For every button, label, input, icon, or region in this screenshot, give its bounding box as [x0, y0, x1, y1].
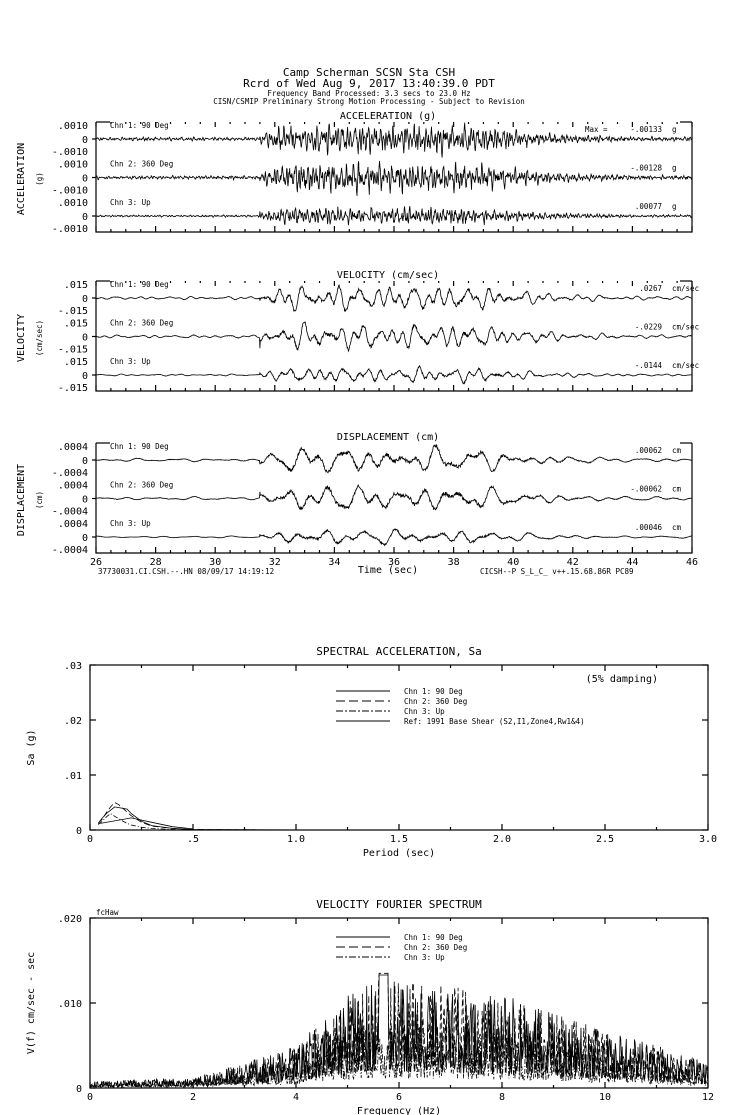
- footer-left: 37730031.CI.CSH.--.HN 08/09/17 14:19:12: [98, 567, 275, 576]
- scale-negative: -.0004: [51, 506, 88, 518]
- panel-ylabel: DISPLACEMENT: [16, 463, 27, 537]
- waveform-1-2: [96, 366, 692, 384]
- waveform-2-0: [96, 445, 692, 473]
- scale-negative: -.015: [57, 344, 88, 356]
- panel-unit-label: (g): [35, 172, 44, 186]
- y-tick-label: 0: [75, 1084, 82, 1095]
- x-tick-label: 38: [447, 557, 460, 568]
- channel-label: Chn 1: 90 Deg: [110, 280, 169, 289]
- frequency-band: Frequency Band Processed: 3.3 secs to 23.0 Hz: [267, 89, 471, 98]
- x-tick-label: 36: [387, 557, 401, 568]
- y-axis-label: Sa (g): [26, 729, 37, 766]
- footer-right: CICSH--P S_L_C_ v++.15.68.86R PC89: [480, 567, 634, 576]
- scale-zero: 0: [81, 332, 88, 344]
- chart-title: SPECTRAL ACCELERATION, Sa: [316, 645, 482, 658]
- channel-peak: .00046: [634, 523, 662, 532]
- x-tick-label: 2.5: [595, 834, 615, 845]
- scale-negative: -.015: [57, 306, 88, 317]
- channel-peak: -.0229: [634, 322, 662, 332]
- station-title: Camp Scherman SCSN Sta CSH: [282, 66, 456, 79]
- channel-unit: g: [672, 163, 677, 173]
- scale-negative: -.015: [57, 383, 88, 394]
- fourier-series-0: [90, 975, 708, 1087]
- channel-label: Chn 2: 360 Deg: [110, 480, 174, 490]
- channel-unit: cm/sec: [672, 322, 700, 332]
- channel-unit: cm/sec: [672, 361, 700, 370]
- channel-unit: cm: [672, 446, 682, 455]
- x-tick-label: 3.0: [698, 834, 718, 845]
- scale-zero: 0: [81, 135, 88, 146]
- time-axis-label: Time (sec): [357, 565, 419, 576]
- x-tick-label: 12: [701, 1092, 715, 1103]
- x-tick-label: 4: [292, 1092, 300, 1103]
- x-tick-label: 0: [86, 1092, 94, 1103]
- channel-label: Chn 2: 360 Deg: [110, 318, 174, 328]
- waveform-0-2: [96, 206, 692, 225]
- plot-frame: [90, 665, 708, 830]
- x-tick-label: 2: [189, 1092, 197, 1103]
- x-tick-label: 6: [395, 1092, 403, 1103]
- waveform-2-2: [96, 529, 692, 545]
- scale-zero: 0: [81, 456, 88, 467]
- channel-unit: g: [672, 125, 677, 134]
- legend-entry: Chn 1: 90 Deg: [404, 687, 463, 696]
- panel-ylabel: ACCELERATION: [16, 142, 27, 216]
- x-tick-label: 0: [86, 834, 94, 845]
- channel-label: Chn 1: 90 Deg: [110, 442, 169, 451]
- x-tick-label: 42: [566, 557, 579, 568]
- sa-series-0: [98, 807, 708, 830]
- channel-peak: .0267: [639, 284, 662, 293]
- channel-peak: -.00133: [630, 125, 662, 134]
- x-tick-label: 32: [268, 557, 281, 568]
- channel-peak: -.00062: [630, 484, 662, 494]
- record-time: Rcrd of Wed Aug 9, 2017 13:40:39.0 PDT: [243, 77, 495, 90]
- panel-title: DISPLACEMENT (cm): [336, 432, 440, 443]
- x-tick-label: 1.0: [286, 834, 306, 845]
- panel-title: VELOCITY (cm/sec): [336, 270, 440, 281]
- y-tick-label: .02: [63, 716, 82, 727]
- scale-negative: -.0010: [51, 185, 88, 197]
- channel-label: Chn 3: Up: [110, 357, 151, 366]
- channel-peak: -.00128: [630, 163, 662, 173]
- channel-peak: -.0144: [634, 361, 662, 370]
- scale-positive: .015: [63, 318, 88, 330]
- waveform-1-1: [96, 322, 692, 351]
- x-tick-label: 30: [209, 557, 222, 568]
- x-tick-label: 2.0: [492, 834, 512, 845]
- fourier-series-1: [90, 973, 708, 1087]
- chart-title: VELOCITY FOURIER SPECTRUM: [316, 898, 482, 911]
- scale-negative: -.0010: [51, 147, 88, 158]
- scale-zero: 0: [81, 533, 88, 544]
- legend-entry: Chn 1: 90 Deg: [404, 933, 463, 942]
- channel-label: Chn 3: Up: [110, 198, 151, 207]
- waveform-2-1: [96, 485, 692, 510]
- max-label: Max =: [585, 125, 608, 134]
- scale-zero: 0: [81, 212, 88, 223]
- scale-positive: .0004: [57, 519, 88, 530]
- channel-unit: cm: [672, 484, 682, 494]
- scale-positive: .015: [63, 357, 88, 368]
- sa-series-2: [98, 814, 708, 831]
- channel-unit: cm: [672, 523, 682, 532]
- legend-entry: Chn 3: Up: [404, 953, 445, 962]
- x-tick-label: 26: [89, 557, 103, 568]
- channel-unit: g: [672, 202, 677, 211]
- x-tick-label: 8: [498, 1092, 506, 1103]
- panel-title: ACCELERATION (g): [339, 111, 437, 122]
- legend-entry: Chn 2: 360 Deg: [404, 943, 468, 952]
- scale-positive: .0010: [57, 198, 88, 209]
- scale-negative: -.0010: [51, 224, 88, 235]
- scale-zero: 0: [81, 173, 88, 185]
- scale-positive: .015: [63, 280, 88, 291]
- scale-positive: .0004: [57, 442, 88, 453]
- x-tick-label: 1.5: [389, 834, 409, 845]
- x-tick-label: 10: [598, 1092, 612, 1103]
- y-tick-label: .020: [57, 914, 82, 925]
- sa-series-1: [98, 803, 708, 831]
- x-tick-label: 44: [626, 557, 639, 568]
- scale-zero: 0: [81, 371, 88, 382]
- y-axis-label: V(f) cm/sec - sec: [26, 951, 37, 1055]
- scale-positive: .0004: [57, 480, 88, 492]
- panel-unit-label: (cm/sec): [35, 319, 44, 357]
- processing-note: CISN/CSMIP Preliminary Strong Motion Processing - Subject to Revision: [213, 97, 525, 106]
- legend-entry: Ref: 1991 Base Shear (S2,I1,Zone4,Rw1&4): [404, 717, 585, 726]
- scale-zero: 0: [81, 294, 88, 305]
- channel-label: Chn 3: Up: [110, 519, 151, 528]
- legend-entry: Chn 2: 360 Deg: [404, 697, 468, 706]
- panel-1: [16, 270, 699, 394]
- panel-2: [16, 432, 698, 568]
- y-tick-label: .03: [63, 661, 82, 672]
- panel-ylabel: VELOCITY: [16, 313, 27, 363]
- panel-unit-label: (cm): [35, 490, 44, 510]
- x-tick-label: .5: [186, 834, 200, 845]
- channel-label: Chn 2: 360 Deg: [110, 159, 174, 169]
- channel-peak: .00077: [634, 202, 662, 211]
- x-tick-label: 46: [685, 557, 699, 568]
- scale-negative: -.0004: [51, 468, 88, 479]
- waveform-1-0: [96, 285, 692, 311]
- damping-annotation: (5% damping): [585, 674, 658, 685]
- scale-positive: .0010: [57, 159, 88, 171]
- scale-zero: 0: [81, 494, 88, 506]
- scale-negative: -.0004: [51, 545, 88, 556]
- panel-0: [16, 111, 692, 235]
- y-tick-label: .010: [57, 999, 82, 1010]
- x-axis-label: Frequency (Hz): [356, 1106, 442, 1115]
- channel-unit: cm/sec: [672, 284, 700, 293]
- legend-entry: Chn 3: Up: [404, 707, 445, 716]
- scale-positive: .0010: [57, 121, 88, 132]
- y-tick-label: 0: [75, 826, 82, 837]
- channel-peak: .00062: [634, 446, 662, 455]
- x-axis-label: Period (sec): [362, 848, 436, 859]
- x-tick-label: 28: [149, 557, 162, 568]
- channel-label: Chn 1: 90 Deg: [110, 121, 169, 130]
- corner-label: fcHaw: [96, 908, 119, 917]
- x-tick-label: 34: [328, 557, 341, 568]
- y-tick-label: .01: [63, 771, 82, 782]
- waveform-0-1: [96, 161, 692, 196]
- panel-frame: [96, 443, 692, 553]
- x-tick-label: 40: [507, 557, 520, 568]
